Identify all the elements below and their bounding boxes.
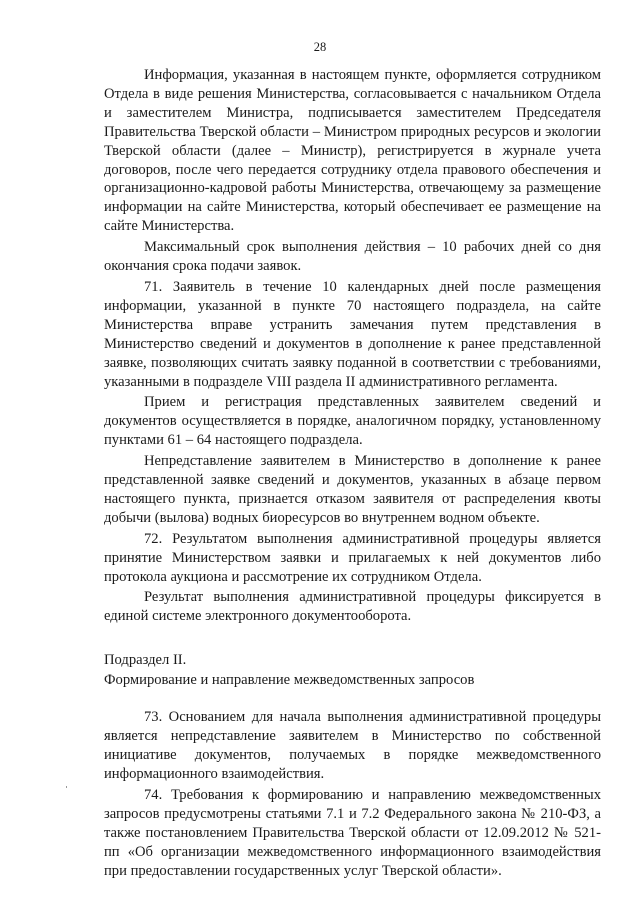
paragraph-clause-73: 73. Основанием для начала выполнения административной процедуры является непредставление заявителем в Министерство по собственной инициативе документов, получаемых в порядке межведомственного информационного взаимодействия. — [104, 709, 601, 782]
paragraph-result-recorded: Результат выполнения административной процедуры фиксируется в единой системе электронного документооборота. — [104, 589, 601, 625]
section-subtitle: Формирование и направление межведомственных запросов — [104, 672, 475, 689]
paragraph-max-term: Максимальный срок выполнения действия – 10 рабочих дней со дня окончания срока подачи заявок. — [104, 239, 601, 275]
paragraph-clause-74: 74. Требования к формированию и направлению межведомственных запросов предусмотрены статьями 7.1 и 7.2 Федерального закона № 210-ФЗ, а также постановлением Правительства Тверской области от 12.09.2012 № 521-пп «Об организации межведомственного информационного взаимодействия при предоставлении государственных услуг Тверской области». — [104, 786, 601, 879]
body-text — [104, 66, 601, 880]
section-title: Подраздел II. — [104, 652, 187, 669]
paragraph-clause-72: 72. Результатом выполнения административной процедуры является принятие Министерством заявки и прилагаемых к ней документов либо протокола аукциона и рассмотрение их сотрудником Отдела. — [104, 530, 601, 585]
paragraph-info-processing: Информация, указанная в настоящем пункте, оформляется сотрудником Отдела в виде решения Министерства, согласовывается с начальником Отдела и заместителем Министра, подписывается заместителем Председателя Правительства Тверской области – Министром природных ресурсов и экологии Тверской области (далее – Министр), регистрируется в журнале учета договоров, после чего передается сотруднику отдела правового обеспечения и организационно-кадровой работы Министерства, отвечающему за размещение информации на сайте Министерства, который обеспечивает ее размещение на сайте Министерства. — [104, 67, 601, 235]
margin-mark — [66, 786, 67, 788]
paragraph-non-submission: Непредставление заявителем в Министерство в дополнение к ранее представленной заявке сведений и документов, указанных в абзаце первом настоящего пункта, признается отказом заявителя от распределения квоты добычи (вылова) водных биоресурсов во внутреннем водном объекте. — [104, 453, 601, 526]
paragraph-clause-71: 71. Заявитель в течение 10 календарных дней после размещения информации, указанной в пункте 70 настоящего подраздела, на сайте Министерства вправе устранить замечания путем представления в Министерство сведений и документов в дополнение к ранее представленной заявке, позволяющих считать заявку поданной в соответствии с требованиями, указанными в подразделе VIII раздела II административного регламента. — [104, 278, 601, 390]
paragraph-registration: Прием и регистрация представленных заявителем сведений и документов осуществляется в порядке, аналогичном порядку, установленному пунктами 61 – 64 настоящего подраздела. — [104, 394, 601, 449]
page-number: 28 — [313, 40, 327, 54]
